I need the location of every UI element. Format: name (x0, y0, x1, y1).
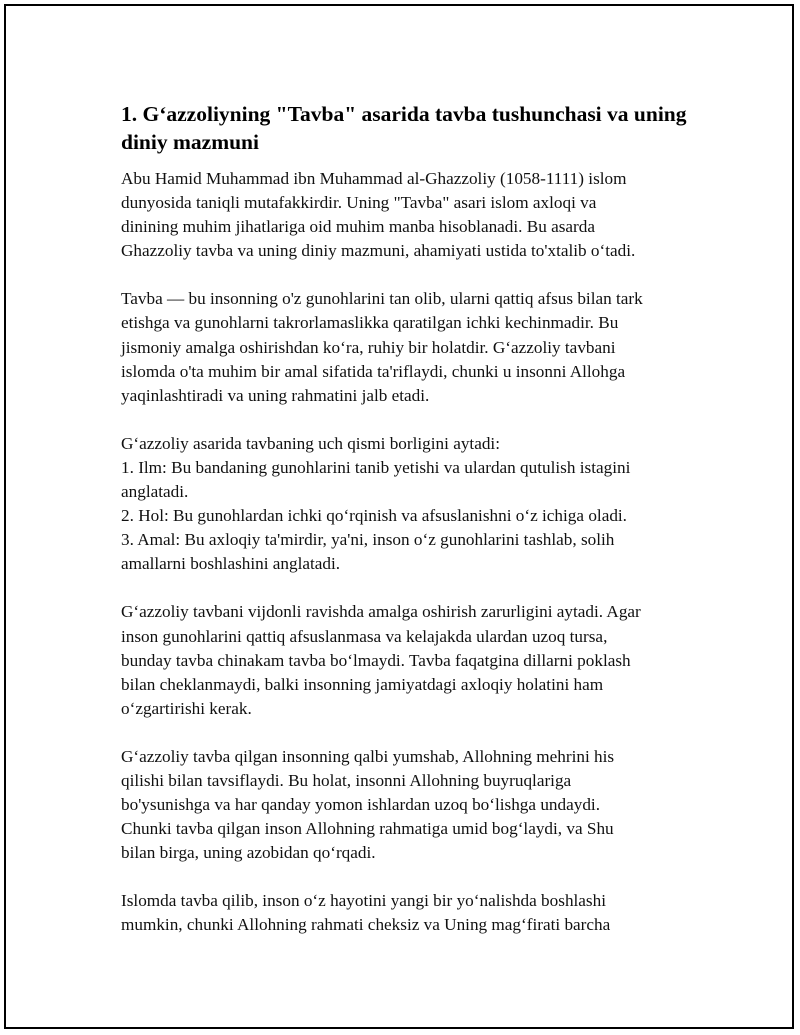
text-line: bo'ysunishga va har qanday yomon ishlardan uzoq bo‘lishga undaydi. (121, 795, 601, 815)
list-item-amal: 3. Amal: Bu axloqiy ta'mirdir, ya'ni, inson o‘z gunohlarini tashlab, solih (121, 530, 615, 550)
text-line: bilan cheklanmaydi, balki insonning jamiyatdagi axloqiy holatini ham (121, 674, 604, 694)
text-line: dinining muhim jihatlariga oid muhim manba hisoblanadi. Bu asarda (121, 217, 596, 237)
list-item-ilm: 1. Ilm: Bu bandaning gunohlarini tanib yetishi va ulardan qutulish istagini (121, 457, 631, 477)
heading-line: diniy mazmuni (121, 130, 259, 154)
text-line: mumkin, chunki Allohning rahmati cheksiz va Uning mag‘firati barcha (121, 915, 611, 935)
text-line: Chunki tavba qilgan inson Allohning rahmatiga umid bog‘laydi, va Shu (121, 819, 614, 839)
text-line: yaqinlashtiradi va uning rahmatini jalb etadi. (121, 385, 430, 405)
text-line: jismoniy amalga oshirishdan ko‘ra, ruhiy bir holatdir. G‘azzoliy tavbani (121, 337, 616, 357)
paragraph-heart (121, 745, 696, 865)
text-line: anglatadi. (121, 482, 189, 502)
document-body (121, 100, 696, 962)
page-frame (4, 4, 794, 1029)
text-line: bilan birga, uning azobidan qo‘rqadi. (121, 843, 376, 863)
text-line: Ghazzoliy tavba va uning diniy mazmuni, ahamiyati ustida to'xtalib o‘tadi. (121, 241, 636, 261)
text-line: Islomda tavba qilib, inson o‘z hayotini yangi bir yo‘nalishda boshlashi (121, 891, 606, 911)
text-line: o‘zgartirishi kerak. (121, 698, 252, 718)
heading-line: 1. G‘azzoliyning "Tavba" asarida tavba tushunchasi va uning (121, 102, 687, 126)
text-line: Tavba — bu insonning o'z gunohlarini tan olib, ularni qattiq afsus bilan tark (121, 289, 643, 309)
paragraph-intro (121, 167, 696, 263)
paragraph-new-direction (121, 889, 696, 937)
text-line: G‘azzoliy asarida tavbaning uch qismi borligini aytadi: (121, 433, 500, 453)
section-heading (121, 100, 696, 156)
text-line: inson gunohlarini qattiq afsuslanmasa va kelajakda ulardan uzoq tursa, (121, 626, 608, 646)
text-line: qilishi bilan tavsiflaydi. Bu holat, insonni Allohning buyruqlariga (121, 770, 572, 790)
text-line: G‘azzoliy tavbani vijdonli ravishda amalga oshirish zarurligini aytadi. Agar (121, 602, 641, 622)
paragraph-three-parts (121, 432, 696, 577)
text-line: bunday tavba chinakam tavba bo‘lmaydi. Tavba faqatgina dillarni poklash (121, 650, 631, 670)
list-item-hol: 2. Hol: Bu gunohlardan ichki qo‘rqinish va afsuslanishni o‘z ichiga oladi. (121, 506, 627, 526)
paragraph-sincerity (121, 600, 696, 720)
text-line: Abu Hamid Muhammad ibn Muhammad al-Ghazzoliy (1058-1111) islom (121, 169, 627, 188)
text-line: amallarni boshlashini anglatadi. (121, 554, 341, 574)
text-line: islomda o'ta muhim bir amal sifatida ta'riflaydi, chunki u insonni Allohga (121, 361, 626, 381)
text-line: dunyosida taniqli mutafakkirdir. Uning "Tavba" asari islom axloqi va (121, 193, 597, 213)
text-line: G‘azzoliy tavba qilgan insonning qalbi yumshab, Allohning mehrini his (121, 746, 615, 766)
text-line: etishga va gunohlarni takrorlamaslikka qaratilgan ichki kechinmadir. Bu (121, 313, 619, 333)
paragraph-definition (121, 287, 696, 407)
